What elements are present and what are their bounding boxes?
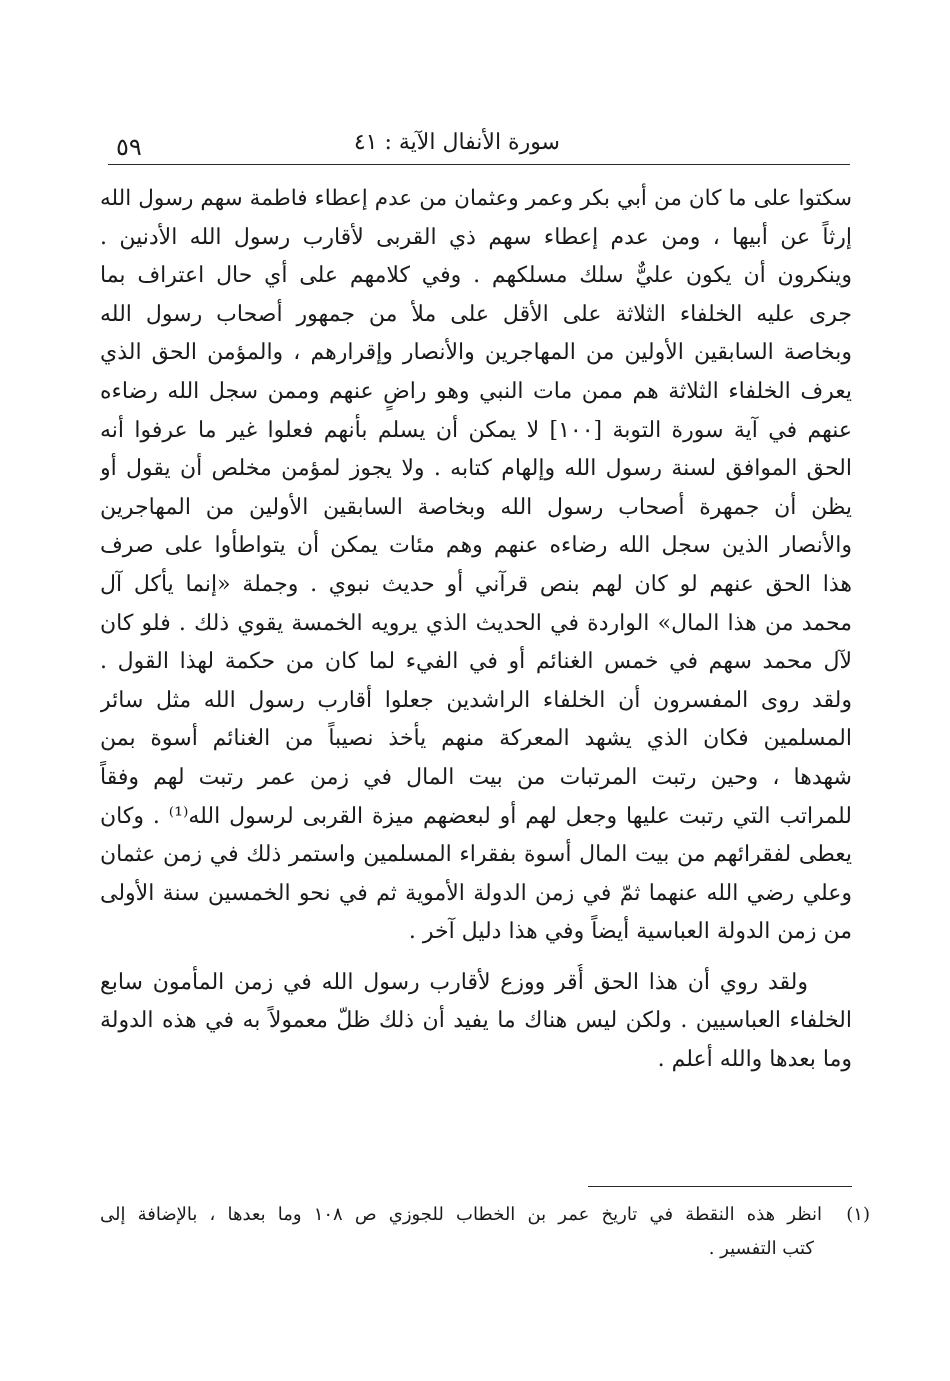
text-line: الخلفاء العباسيين . ولكن ليس هناك ما يفيد أن ذلك ظلّ معمولاً به في هذه الدولة bbox=[100, 1008, 852, 1034]
text-line: لآل محمد سهم في خمس الغنائم أو في الفيء لما كان من حكمة لهذا القول . bbox=[100, 649, 852, 675]
text-line: والأنصار الذين سجل الله رضاءه عنهم وهم مئات يمكن أن يتواطأوا على صرف bbox=[100, 533, 852, 559]
text-line: ولقد روي أن هذا الحق أُقر ووزع لأقارب رسول الله في زمن المأمون سابع bbox=[100, 969, 808, 995]
footnote-continuation: كتب التفسير . bbox=[708, 1238, 814, 1259]
text-line: محمد من هذا المال» الواردة في الحديث الذي يرويه الخمسة يقوي ذلك . فلو كان bbox=[100, 610, 852, 636]
text-line: ولقد روى المفسرون أن الخلفاء الراشدين جعلوا أقارب رسول الله مثل سائر bbox=[100, 687, 852, 713]
footnote bbox=[100, 1198, 870, 1266]
text-line: جرى عليه الخلفاء الثلاثة على الأقل على ملأ من جمهور أصحاب رسول الله bbox=[100, 301, 852, 327]
text-line: هذا الحق عنهم لو كان لهم بنص قرآني أو حديث نبوي . وجملة «إنما يأكل آل bbox=[100, 571, 852, 597]
text-line: يعرف الخلفاء الثلاثة هم ممن مات النبي وهو راضٍ عنهم وممن سجل الله رضاءه bbox=[100, 378, 852, 404]
footnote-line bbox=[100, 1198, 870, 1232]
running-title: سورة الأنفال الآية : ٤١ bbox=[353, 130, 560, 155]
footnote-text: انظر هذه النقطة في تاريخ عمر بن الخطاب للجوزي ص ١٠٨ وما بعدها ، بالإضافة إلى bbox=[100, 1204, 822, 1225]
text-line: شهدها ، وحين رتبت المرتبات من بيت المال في زمن عمر رتبت لهم وفقاً bbox=[100, 764, 852, 790]
text-line: سكتوا على ما كان من أبي بكر وعمر وعثمان من عدم إعطاء فاطمة سهم رسول الله bbox=[100, 186, 852, 211]
text-line: إرثاً عن أبيها ، ومن عدم إعطاء سهم ذي القربى لأقارب رسول الله الأدنين . bbox=[100, 224, 852, 250]
text-line: يظن أن جمهرة أصحاب رسول الله وبخاصة السابقين الأولين من المهاجرين bbox=[100, 494, 852, 520]
header-divider bbox=[108, 164, 850, 165]
text-line: وما بعدها والله أعلم . bbox=[657, 1047, 852, 1073]
footnote-divider bbox=[588, 1186, 852, 1187]
footnote-number: (١) bbox=[846, 1204, 870, 1225]
text-line-with-footnote-ref: للمراتب التي رتبت عليها وجعل لهم أو لبعضهم ميزة القربى لرسول الله⁽¹⁾ . وكان bbox=[100, 803, 852, 829]
text-line: وعلي رضي الله عنهما ثمّ في زمن الدولة الأموية ثم في نحو الخمسين سنة الأولى bbox=[100, 880, 852, 906]
text-line: وبخاصة السابقين الأولين من المهاجرين والأنصار وإقرارهم ، والمؤمن الحق الذي bbox=[100, 340, 852, 366]
main-text bbox=[100, 180, 852, 1080]
text-line: المسلمين فكان الذي يشهد المعركة منهم يأخذ نصيباً من الغنائم أسوة بمن bbox=[100, 726, 852, 752]
page-number: ٥٩ bbox=[116, 133, 142, 161]
text-line: عنهم في آية سورة التوبة [١٠٠] لا يمكن أن يسلم بأنهم فعلوا غير ما عرفوا أنه bbox=[100, 417, 852, 443]
page-header bbox=[108, 128, 850, 162]
text-line: يعطى لفقرائهم من بيت المال أسوة بفقراء المسلمين واستمر ذلك في زمن عثمان bbox=[100, 842, 852, 868]
text-line: وينكرون أن يكون عليٌّ سلك مسلكهم . وفي كلامهم على أي حال اعتراف بما bbox=[100, 263, 852, 289]
text-line: من زمن الدولة العباسية أيضاً وفي هذا دليل آخر . bbox=[408, 919, 852, 945]
paragraph-gap bbox=[100, 952, 852, 964]
text-line: الحق الموافق لسنة رسول الله وإلهام كتابه . ولا يجوز لمؤمن مخلص أن يقول أو bbox=[100, 456, 852, 482]
